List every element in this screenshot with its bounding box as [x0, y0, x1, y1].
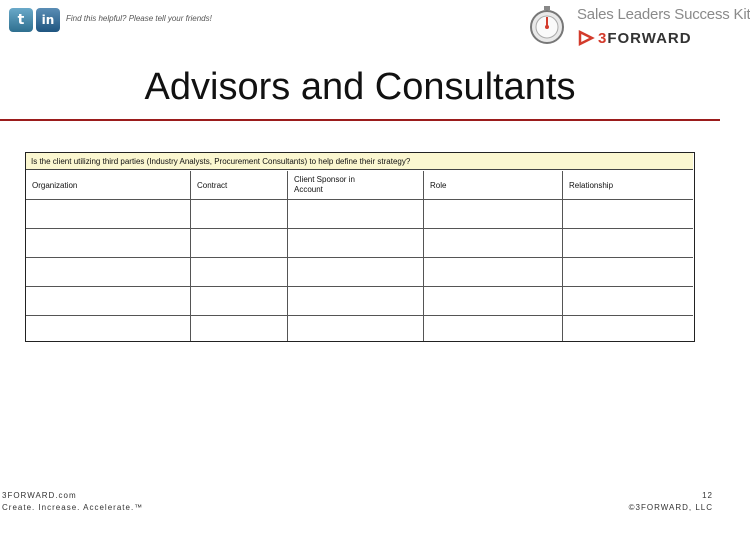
3forward-logo: [578, 30, 692, 46]
row-divider: [26, 286, 693, 287]
logo-word: FORWARD: [607, 29, 692, 47]
play-arrow-icon: [578, 30, 596, 46]
linkedin-icon[interactable]: in: [36, 8, 60, 32]
social-buttons: [9, 8, 60, 32]
twitter-icon[interactable]: t: [9, 8, 33, 32]
footer-site: 3FORWARD.com: [2, 491, 77, 500]
column-header-contract: Contract: [197, 180, 228, 190]
column-header-organization: Organization: [32, 180, 78, 190]
table-question: Is the client utilizing third parties (Industry Analysts, Procurement Consultants) to help define their strategy?: [26, 153, 693, 170]
row-divider: [26, 257, 693, 258]
advisors-table: [25, 152, 695, 342]
row-divider: [26, 199, 693, 200]
footer-copyright: ©3FORWARD, LLC: [628, 503, 713, 512]
column-header-client-sponsor: Client Sponsor in Account: [294, 175, 355, 194]
share-prompt: Find this helpful? Please tell your friends!: [66, 14, 212, 23]
column-header-role: Role: [430, 180, 447, 190]
title-divider: [0, 119, 720, 121]
row-divider: [26, 228, 693, 229]
row-divider: [26, 315, 693, 316]
column-header-relationship: Relationship: [569, 180, 614, 190]
kit-title: Sales Leaders Success Kit: [577, 6, 750, 23]
logo-number: 3: [598, 29, 608, 47]
footer-tagline: Create. Increase. Accelerate.™: [2, 503, 144, 512]
page-number: 12: [702, 491, 713, 500]
stopwatch-icon: [528, 5, 566, 45]
page-title: Advisors and Consultants: [144, 66, 576, 108]
